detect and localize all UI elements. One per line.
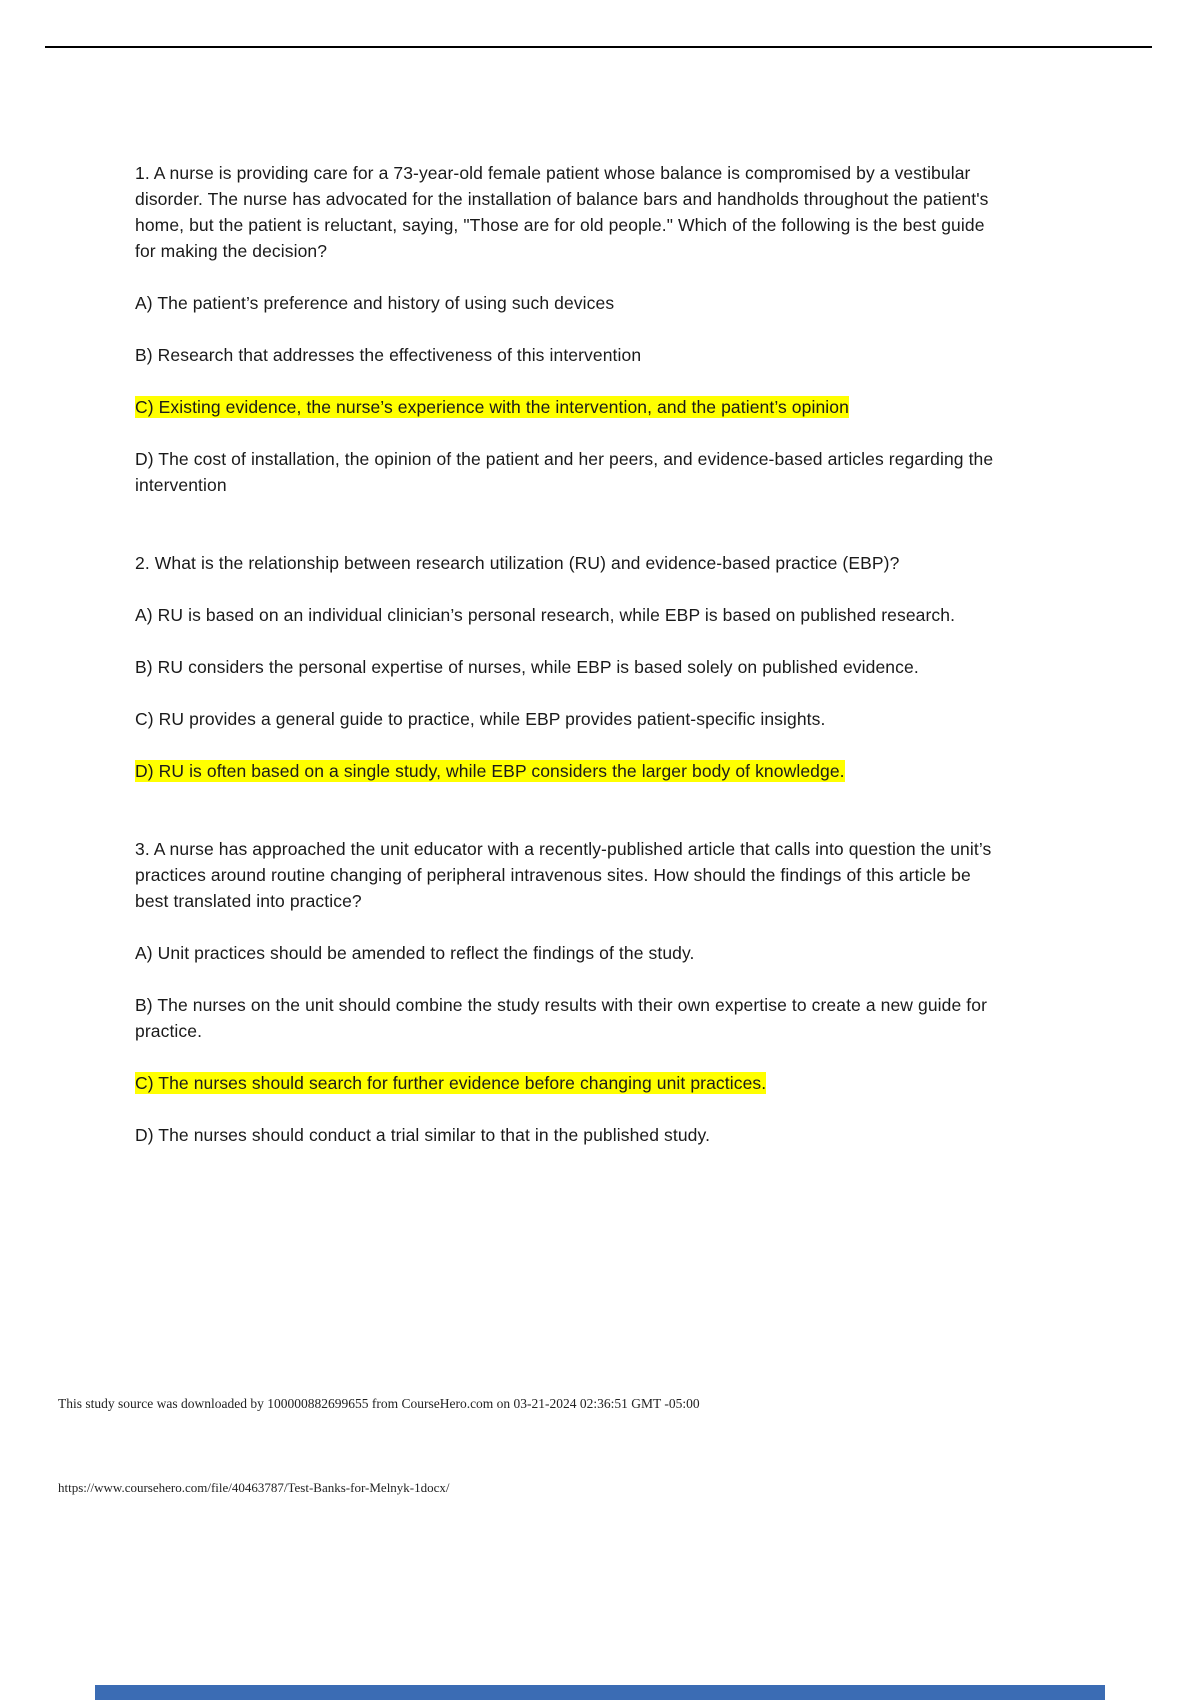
questions bbox=[135, 160, 997, 1200]
answer-option bbox=[135, 940, 997, 966]
answer-option-text: A) RU is based on an individual clinician’s personal research, while EBP is based on published research. bbox=[135, 605, 956, 625]
answer-option bbox=[135, 758, 997, 784]
answer-option-text: B) The nurses on the unit should combine the study results with their own expertise to create a new guide for practice. bbox=[135, 995, 988, 1041]
top-horizontal-rule bbox=[45, 46, 1152, 48]
answer-option bbox=[135, 706, 997, 732]
question-options bbox=[135, 290, 997, 498]
answer-option-text: D) The nurses should conduct a trial similar to that in the published study. bbox=[135, 1125, 711, 1145]
question-text: 3. A nurse has approached the unit educator with a recently-published article that calls into question the unit’s practices around routine changing of peripheral intravenous sites. How should the findings of this article be best translated into practice? bbox=[135, 839, 992, 911]
download-source-note: This study source was downloaded by 100000882699655 from CourseHero.com on 03-21-2024 02:36:51 GMT -05:00 bbox=[58, 1396, 700, 1411]
answer-option-text: A) The patient’s preference and history of using such devices bbox=[135, 293, 615, 313]
answer-option bbox=[135, 602, 997, 628]
coursehero-file-link[interactable]: https://www.coursehero.com/file/40463787/Test-Banks-for-Melnyk-1docx/ bbox=[58, 1480, 450, 1495]
answer-option-text: A) Unit practices should be amended to reflect the findings of the study. bbox=[135, 943, 695, 963]
question-options bbox=[135, 602, 997, 784]
bottom-blue-bar bbox=[95, 1685, 1105, 1700]
question-options bbox=[135, 940, 997, 1148]
answer-option bbox=[135, 654, 997, 680]
question-block bbox=[135, 836, 997, 1148]
answer-option-text-highlighted: D) RU is often based on a single study, while EBP considers the larger body of knowledge. bbox=[135, 761, 845, 781]
answer-option-text-highlighted: C) Existing evidence, the nurse’s experience with the intervention, and the patient’s opinion bbox=[135, 397, 849, 417]
question-block bbox=[135, 550, 997, 784]
question-text: 2. What is the relationship between research utilization (RU) and evidence-based practice (EBP)? bbox=[135, 553, 900, 573]
answer-option bbox=[135, 394, 997, 420]
answer-option bbox=[135, 992, 997, 1044]
answer-option-text: B) Research that addresses the effectiveness of this intervention bbox=[135, 345, 642, 365]
answer-option bbox=[135, 1122, 997, 1148]
answer-option bbox=[135, 1070, 997, 1096]
question-block bbox=[135, 160, 997, 498]
answer-option-text-highlighted: C) The nurses should search for further evidence before changing unit practices. bbox=[135, 1073, 767, 1093]
answer-option bbox=[135, 342, 997, 368]
answer-option-text: C) RU provides a general guide to practice, while EBP provides patient-specific insights. bbox=[135, 709, 826, 729]
answer-option bbox=[135, 446, 997, 498]
answer-option-text: D) The cost of installation, the opinion of the patient and her peers, and evidence-based articles regarding the intervention bbox=[135, 449, 994, 495]
question-text: 1. A nurse is providing care for a 73-year-old female patient whose balance is compromised by a vestibular disorder. The nurse has advocated for the installation of balance bars and handholds throughout the patient's home, but the patient is reluctant, saying, "Those are for old people." Which of the following is the best guide for making the decision? bbox=[135, 163, 989, 261]
answer-option-text: B) RU considers the personal expertise of nurses, while EBP is based solely on published evidence. bbox=[135, 657, 919, 677]
answer-option bbox=[135, 290, 997, 316]
